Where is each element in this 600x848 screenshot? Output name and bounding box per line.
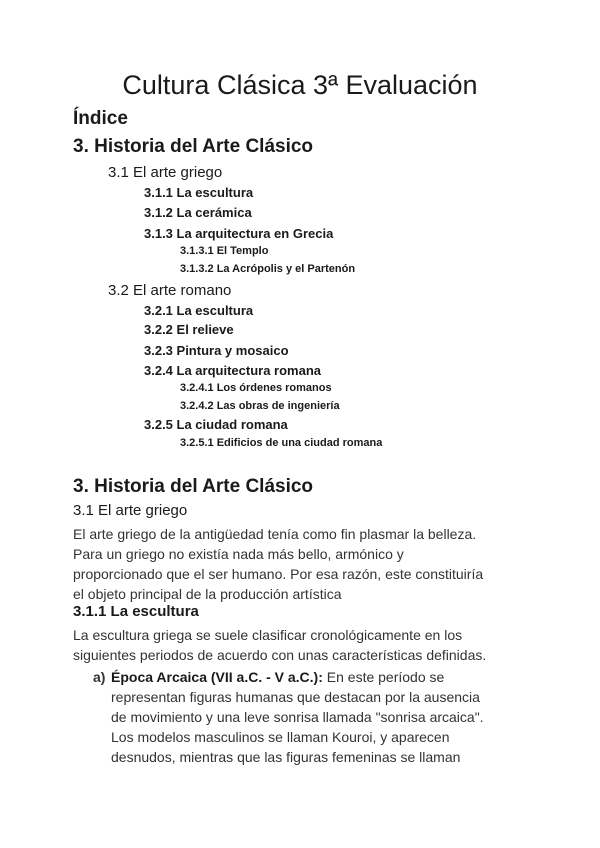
- toc-item-acropolis: 3.1.3.2 La Acrópolis y el Partenón: [180, 263, 356, 275]
- toc-item-ingenieria: 3.2.4.2 Las obras de ingeniería: [180, 400, 340, 412]
- paragraph-line: el objeto principal de la producción artística: [73, 586, 342, 602]
- index-heading: Índice: [73, 108, 128, 129]
- document-title: Cultura Clásica 3ª Evaluación: [122, 70, 478, 100]
- paragraph-line: La escultura griega se suele clasificar cronológicamente en los: [73, 627, 463, 643]
- body-griego-heading: 3.1 El arte griego: [73, 502, 188, 519]
- list-item-epoca-arcaica: [93, 667, 533, 767]
- toc-item-ordenes: 3.2.4.1 Los órdenes romanos: [180, 382, 332, 394]
- paragraph-line: proporcionado que el ser humano. Por esa razón, este constituiría: [73, 566, 484, 582]
- toc-item-romano-pintura: 3.2.3 Pintura y mosaico: [144, 343, 289, 358]
- toc-item-griego: 3.1 El arte griego: [108, 164, 223, 181]
- toc-section-heading: 3. Historia del Arte Clásico: [73, 136, 314, 157]
- list-item-first-line-rest: En este período se: [322, 669, 445, 685]
- body-escultura-heading: 3.1.1 La escultura: [73, 603, 199, 620]
- list-item-line: de movimiento y una leve sonrisa llamada "sonrisa arcaica".: [111, 709, 484, 725]
- list-item-term: Época Arcaica (VII a.C. - V a.C.):: [111, 669, 323, 685]
- toc-item-templo: 3.1.3.1 El Templo: [180, 245, 269, 257]
- list-item-line: desnudos, mientras que las figuras femeninas se llaman: [111, 749, 461, 765]
- paragraph-line: El arte griego de la antigüedad tenía como fin plasmar la belleza.: [73, 526, 477, 542]
- toc-item-griego-escultura: 3.1.1 La escultura: [144, 185, 254, 200]
- toc-item-griego-ceramica: 3.1.2 La cerámica: [144, 205, 252, 220]
- list-item-line: Los modelos masculinos se llaman Kouroi, y aparecen: [111, 729, 450, 745]
- toc-item-romano-escultura: 3.2.1 La escultura: [144, 303, 254, 318]
- griego-paragraph: [73, 524, 533, 604]
- list-marker: a): [93, 669, 106, 685]
- paragraph-line: Para un griego no existía nada más bello, armónico y: [73, 546, 404, 562]
- toc-item-griego-arquitectura: 3.1.3 La arquitectura en Grecia: [144, 226, 334, 241]
- toc-item-romano: 3.2 El arte romano: [108, 282, 232, 299]
- toc-item-romano-ciudad: 3.2.5 La ciudad romana: [144, 417, 288, 432]
- list-item-line: representan figuras humanas que destacan por la ausencia: [111, 689, 480, 705]
- paragraph-line: siguientes periodos de acuerdo con unas características definidas.: [73, 647, 487, 663]
- toc-item-edificios: 3.2.5.1 Edificios de una ciudad romana: [180, 437, 383, 449]
- toc-item-romano-relieve: 3.2.2 El relieve: [144, 322, 234, 337]
- body-section-heading: 3. Historia del Arte Clásico: [73, 476, 314, 497]
- list-item-first-line: [93, 667, 533, 687]
- escultura-paragraph: [73, 625, 533, 665]
- toc-item-romano-arquitectura: 3.2.4 La arquitectura romana: [144, 363, 322, 378]
